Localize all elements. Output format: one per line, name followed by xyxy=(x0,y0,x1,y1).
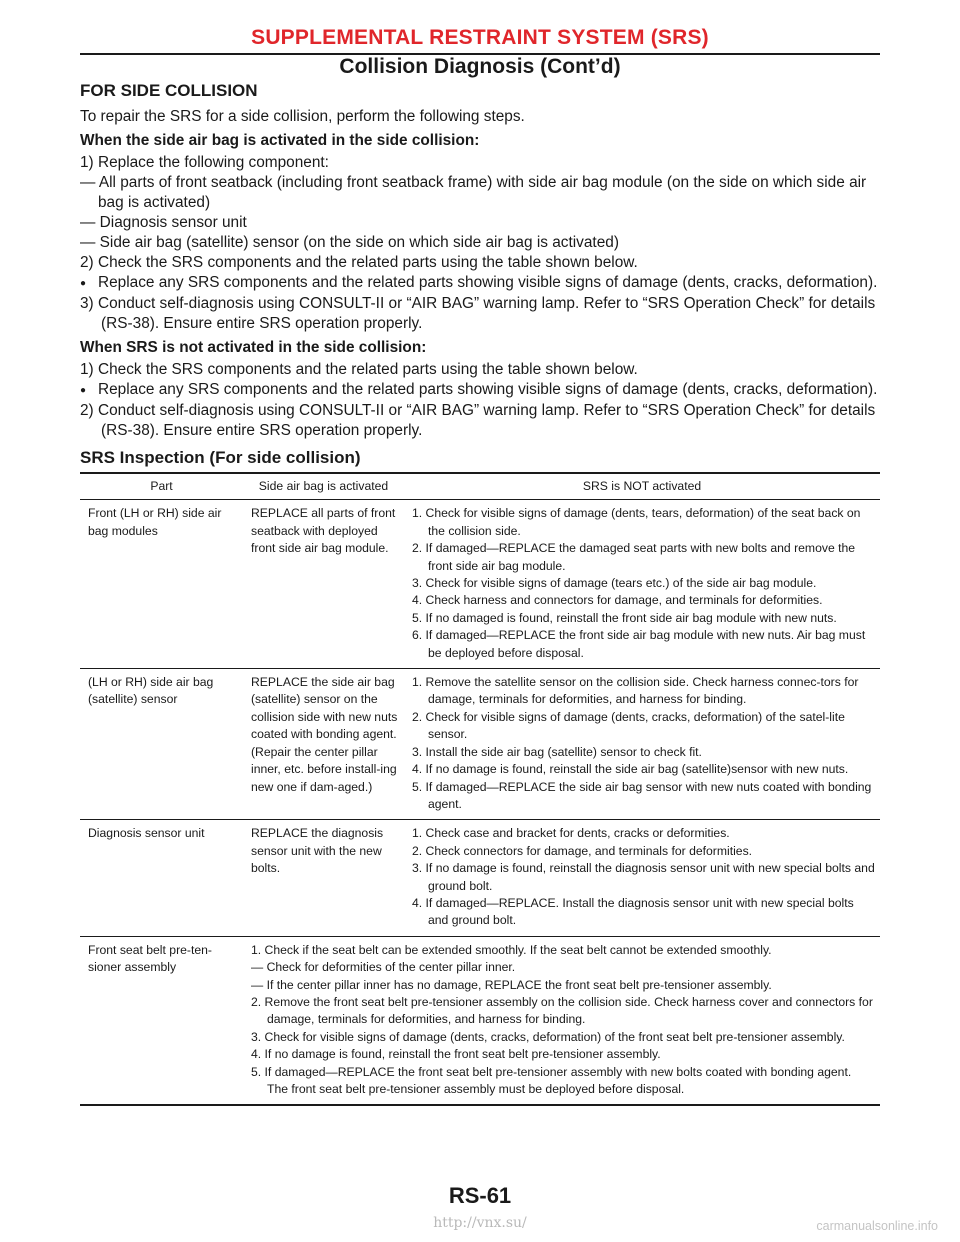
procedure-line: 3. Install the side air bag (satellite) sensor to check fit. xyxy=(412,744,702,759)
activated-item: — Diagnosis sensor unit xyxy=(80,214,247,231)
table-row xyxy=(80,820,880,936)
procedure-line: 4. If no damage is found, reinstall the front seat belt pre-tensioner assembly. xyxy=(251,1047,661,1062)
procedure-line: 2. If damaged—REPLACE the damaged seat parts with new bolts and remove the front side air bag module. xyxy=(412,541,856,573)
cell-activated: REPLACE all parts of front seatback with deployed front side air bag module. xyxy=(243,500,404,669)
procedure-line: 4. Check harness and connectors for damage, and terminals for deformities. xyxy=(412,593,823,608)
intro-text: To repair the SRS for a side collision, perform the following steps. xyxy=(80,108,525,125)
activated-item: — All parts of front seatback (including front seatback frame) with side air bag module (on the side on which side air bag is activated) xyxy=(80,174,867,211)
procedure-line: 1. Check if the seat belt can be extended smoothly. If the seat belt cannot be extended smoothly. xyxy=(251,942,772,957)
table-header-row xyxy=(80,473,880,500)
procedure-line: 2. Check for visible signs of damage (dents, cracks, deformation) of the satel-lite sensor. xyxy=(412,709,845,742)
activated-heading: When the side air bag is activated in the side collision: xyxy=(80,132,480,149)
procedure-line: 1. Remove the satellite sensor on the collision side. Check harness connec-tors for damage, terminals for deformities, and harness for binding. xyxy=(412,675,859,707)
not-activated-steps xyxy=(80,360,880,441)
procedure-line: 4. If no damage is found, reinstall the side air bag (satellite)sensor with new nuts. xyxy=(412,762,849,777)
activated-item: — Side air bag (satellite) sensor (on the side on which side air bag is activated) xyxy=(80,234,619,251)
header-part: Part xyxy=(80,473,243,500)
bullet-icon: ● xyxy=(80,278,87,289)
cell-activated: REPLACE the diagnosis sensor unit with the new bolts. xyxy=(243,820,404,936)
procedure-line: 3. Check for visible signs of damage (dents, cracks, deformation) of the front seat belt pre-tensioner assembly. xyxy=(251,1029,845,1044)
cell-not-activated xyxy=(404,820,880,936)
cell-part: Front (LH or RH) side air bag modules xyxy=(80,500,243,669)
bullet-icon: ● xyxy=(80,385,87,396)
procedure-line: — If the center pillar inner has no damage, REPLACE the front seat belt pre-tensioner assembly. xyxy=(251,977,772,992)
inspection-table xyxy=(80,472,880,1106)
procedure-line: 2. Check connectors for damage, and terminals for deformities. xyxy=(412,843,753,858)
activated-item: 3) Conduct self-diagnosis using CONSULT-II or “AIR BAG” warning lamp. Refer to “SRS Operation Check” for details (RS-38). Ensure entire SRS operation properly. xyxy=(80,295,876,332)
procedure-line: 1. Check case and bracket for dents, cracks or deformities. xyxy=(412,826,730,841)
header-activated: Side air bag is activated xyxy=(243,473,404,500)
main-content xyxy=(80,78,880,1106)
cell-procedure xyxy=(243,936,880,1105)
table-row xyxy=(80,669,880,820)
section-title: FOR SIDE COLLISION xyxy=(80,81,258,100)
watermark: carmanualsonline.info xyxy=(816,1219,938,1233)
page-number: RS-61 xyxy=(448,1183,512,1208)
activated-steps xyxy=(80,153,880,334)
table-row xyxy=(80,936,880,1105)
not-activated-item: ● Replace any SRS components and the related parts showing visible signs of damage (dents, cracks, deformation). xyxy=(80,380,880,401)
cell-not-activated xyxy=(404,500,880,669)
cell-part: Front seat belt pre-ten-sioner assembly xyxy=(80,936,243,1105)
activated-item: 2) Check the SRS components and the related parts using the table shown below. xyxy=(80,254,638,271)
procedure-line: 1. Check for visible signs of damage (dents, tears, deformation) of the seat back on the collision side. xyxy=(412,506,861,538)
procedure-line: 6. If damaged—REPLACE the front side air bag module with new nuts. Air bag must be deployed before disposal. xyxy=(412,628,866,660)
procedure-line: 3. If no damage is found, reinstall the diagnosis sensor unit with new special bolts and ground bolt. xyxy=(412,861,875,893)
header-subtitle: Collision Diagnosis (Cont’d) xyxy=(339,55,621,78)
table-title: SRS Inspection (For side collision) xyxy=(80,448,361,467)
table-row xyxy=(80,500,880,669)
source-url[interactable]: http://vnx.su/ xyxy=(433,1215,527,1231)
procedure-line: 3. Check for visible signs of damage (tears etc.) of the side air bag module. xyxy=(412,576,817,591)
procedure-line: 5. If damaged—REPLACE the side air bag sensor with new nuts coated with bonding agent. xyxy=(412,779,872,811)
procedure-line: — Check for deformities of the center pillar inner. xyxy=(251,960,516,975)
procedure-line: 5. If damaged—REPLACE the front seat belt pre-tensioner assembly with new bolts coated with bonding agent. The front seat belt pre-tensioner assembly must be deployed before disposal. xyxy=(251,1064,852,1096)
cell-not-activated xyxy=(404,669,880,820)
table-body xyxy=(80,500,880,1106)
procedure-line: 2. Remove the front seat belt pre-tensioner assembly on the collision side. Check harness cover and connectors for damage, terminals for deformities, and harness for binding. xyxy=(251,994,873,1027)
procedure-line: 5. If no damaged is found, reinstall the front side air bag module with new nuts. xyxy=(412,610,837,625)
procedure-line: 4. If damaged—REPLACE. Install the diagnosis sensor unit with new special bolts and ground bolt. xyxy=(412,895,854,928)
header-not-activated: SRS is NOT activated xyxy=(404,473,880,500)
header-title: SUPPLEMENTAL RESTRAINT SYSTEM (SRS) xyxy=(251,26,709,49)
not-activated-item: 2) Conduct self-diagnosis using CONSULT-II or “AIR BAG” warning lamp. Refer to “SRS Operation Check” for details (RS-38). Ensure entire SRS operation properly. xyxy=(80,402,876,439)
cell-part: Diagnosis sensor unit xyxy=(80,820,243,936)
cell-activated: REPLACE the side air bag (satellite) sensor on the collision side with new nuts coated with bonding agent. (Repair the center pillar inner, etc. before install-ing new one if dam-aged.) xyxy=(243,669,404,820)
not-activated-heading: When SRS is not activated in the side collision: xyxy=(80,339,427,356)
activated-item: 1) Replace the following component: xyxy=(80,154,329,171)
activated-item: ● Replace any SRS components and the related parts showing visible signs of damage (dents, cracks, deformation). xyxy=(80,273,880,294)
cell-part: (LH or RH) side air bag (satellite) sensor xyxy=(80,669,243,820)
not-activated-item: 1) Check the SRS components and the related parts using the table shown below. xyxy=(80,361,638,378)
